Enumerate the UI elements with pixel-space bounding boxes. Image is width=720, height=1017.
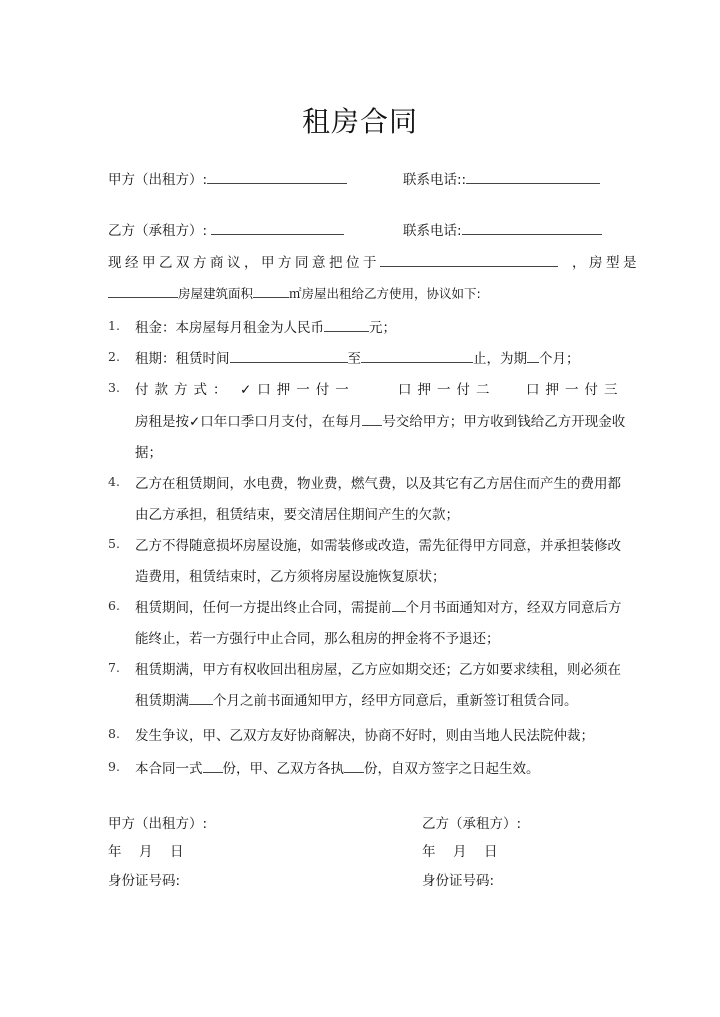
clause-3-line-3: 据； [135, 445, 162, 461]
party-a-phone-field [403, 171, 600, 189]
party-b-phone-label: 联系电话: [403, 223, 462, 239]
clause-3-line-2 [135, 410, 625, 430]
party-a-phone-blank[interactable] [466, 171, 600, 184]
area-blank[interactable] [253, 285, 289, 298]
clause-number: 1. [108, 318, 120, 333]
address-blank[interactable] [380, 254, 558, 267]
clause-text: 个月之前书面通知甲方，经甲方同意后，重新签订租赁合同。 [213, 693, 578, 709]
clause-text: 份，甲、乙双方各执 [222, 761, 344, 777]
clause-text: 份，自双方签字之日起生效。 [364, 761, 540, 777]
payment-option-3[interactable]: 口押一付三 [526, 382, 624, 398]
party-a-phone-label: 联系电话:: [403, 172, 467, 188]
clause-number: 9. [108, 759, 120, 774]
payment-option-2[interactable]: 口押一付二 [398, 382, 496, 398]
start-date-blank[interactable] [230, 350, 348, 363]
clause-5-line-2: 造费用，租赁结束时，乙方须将房屋设施恢复原状； [135, 569, 446, 585]
payment-method-label: 付款方式： [135, 382, 233, 398]
clause-7-line-2 [135, 689, 578, 709]
clause-7-line-1: 租赁期满，甲方有权收回出租房屋，乙方应如期交还；乙方如要求续租，则必须在 [135, 662, 621, 678]
clause-9 [135, 757, 540, 777]
clause-number: 6. [108, 598, 120, 613]
clause-number: 2. [108, 349, 120, 364]
clause-2 [135, 347, 580, 367]
party-a-label: 甲方（出租方）: [108, 172, 208, 188]
clause-text: 止，为期 [473, 351, 527, 367]
clause-text: 租赁期满 [135, 693, 189, 709]
intro-line-1 [108, 254, 640, 272]
party-b-label: 乙方（承租方）: [108, 223, 208, 239]
clause-text: 本合同一式 [135, 761, 203, 777]
clause-number: 5. [108, 536, 120, 551]
notice-months-blank[interactable] [392, 599, 406, 612]
renewal-months-blank[interactable] [189, 692, 213, 705]
area-label: 房屋建筑面积 [178, 286, 254, 301]
party-a-field [108, 171, 347, 189]
party-a-blank[interactable] [207, 171, 347, 184]
party-b-blank[interactable] [211, 222, 344, 235]
clause-6-line-2: 能终止，若一方强行中止合同，那么租房的押金将不予退还； [135, 631, 500, 647]
clause-text: 个月； [539, 351, 580, 367]
document-title: 租房合同 [301, 105, 418, 138]
clause-number: 3. [108, 380, 120, 395]
party-b-phone-blank[interactable] [462, 222, 602, 235]
rent-blank[interactable] [324, 319, 369, 332]
clause-text: 房租是按✓口年口季口月支付，在每月 [135, 414, 363, 430]
intro-agreement: ㎡房屋出租给乙方使用，协议如下: [289, 286, 481, 301]
room-type-blank[interactable] [108, 285, 178, 298]
each-copies-blank[interactable] [344, 760, 364, 773]
intro-suffix: ，房型是 [572, 255, 640, 271]
party-b-field [108, 222, 344, 240]
clause-8: 发生争议，甲、乙双方友好协商解决，协商不好时，则由当地人民法院仲裁； [135, 728, 594, 744]
clause-4-line-2: 由乙方承担，租赁结束，要交清居住期间产生的欠款； [135, 507, 459, 523]
months-blank[interactable] [527, 350, 539, 363]
sign-party-b-date[interactable]: 年 月 日 [422, 844, 500, 860]
clause-number: 7. [108, 660, 120, 675]
clause-text: 租金：本房屋每月租金为人民币 [135, 320, 324, 336]
payment-option-1[interactable]: ✓口押一付一 [240, 382, 355, 398]
sign-party-a-id: 身份证号码: [108, 873, 181, 889]
clause-1 [135, 316, 396, 336]
clause-6-line-1 [135, 596, 622, 616]
pay-day-blank[interactable] [362, 413, 382, 426]
sign-party-a-label: 甲方（出租方）: [108, 816, 208, 832]
clause-text: 元； [369, 320, 396, 336]
clause-number: 8. [108, 726, 120, 741]
clause-text: 至 [347, 351, 361, 367]
clause-text: 租赁期间，任何一方提出终止合同，需提前 [135, 600, 392, 616]
clause-text: 号交给甲方；甲方收到钱给乙方开现金收 [382, 414, 626, 430]
clause-number: 4. [108, 474, 120, 489]
party-b-phone-field [403, 222, 602, 240]
end-date-blank[interactable] [361, 350, 473, 363]
copies-blank[interactable] [203, 760, 223, 773]
clause-5-line-1: 乙方不得随意损坏房屋设施，如需装修或改造，需先征得甲方同意，并承担装修改 [135, 538, 621, 554]
intro-prefix: 现经甲乙双方商议，甲方同意把位于 [108, 255, 380, 271]
clause-4-line-1: 乙方在租赁期间，水电费，物业费，燃气费，以及其它有乙方居住而产生的费用都 [135, 476, 621, 492]
sign-party-b-id: 身份证号码: [422, 873, 495, 889]
sign-party-a-date[interactable]: 年 月 日 [108, 844, 186, 860]
intro-line-2 [108, 285, 481, 303]
sign-party-b-label: 乙方（承租方）: [422, 816, 522, 832]
clause-text: 租期：租赁时间 [135, 351, 230, 367]
clause-text: 个月书面通知对方，经双方同意后方 [405, 600, 622, 616]
